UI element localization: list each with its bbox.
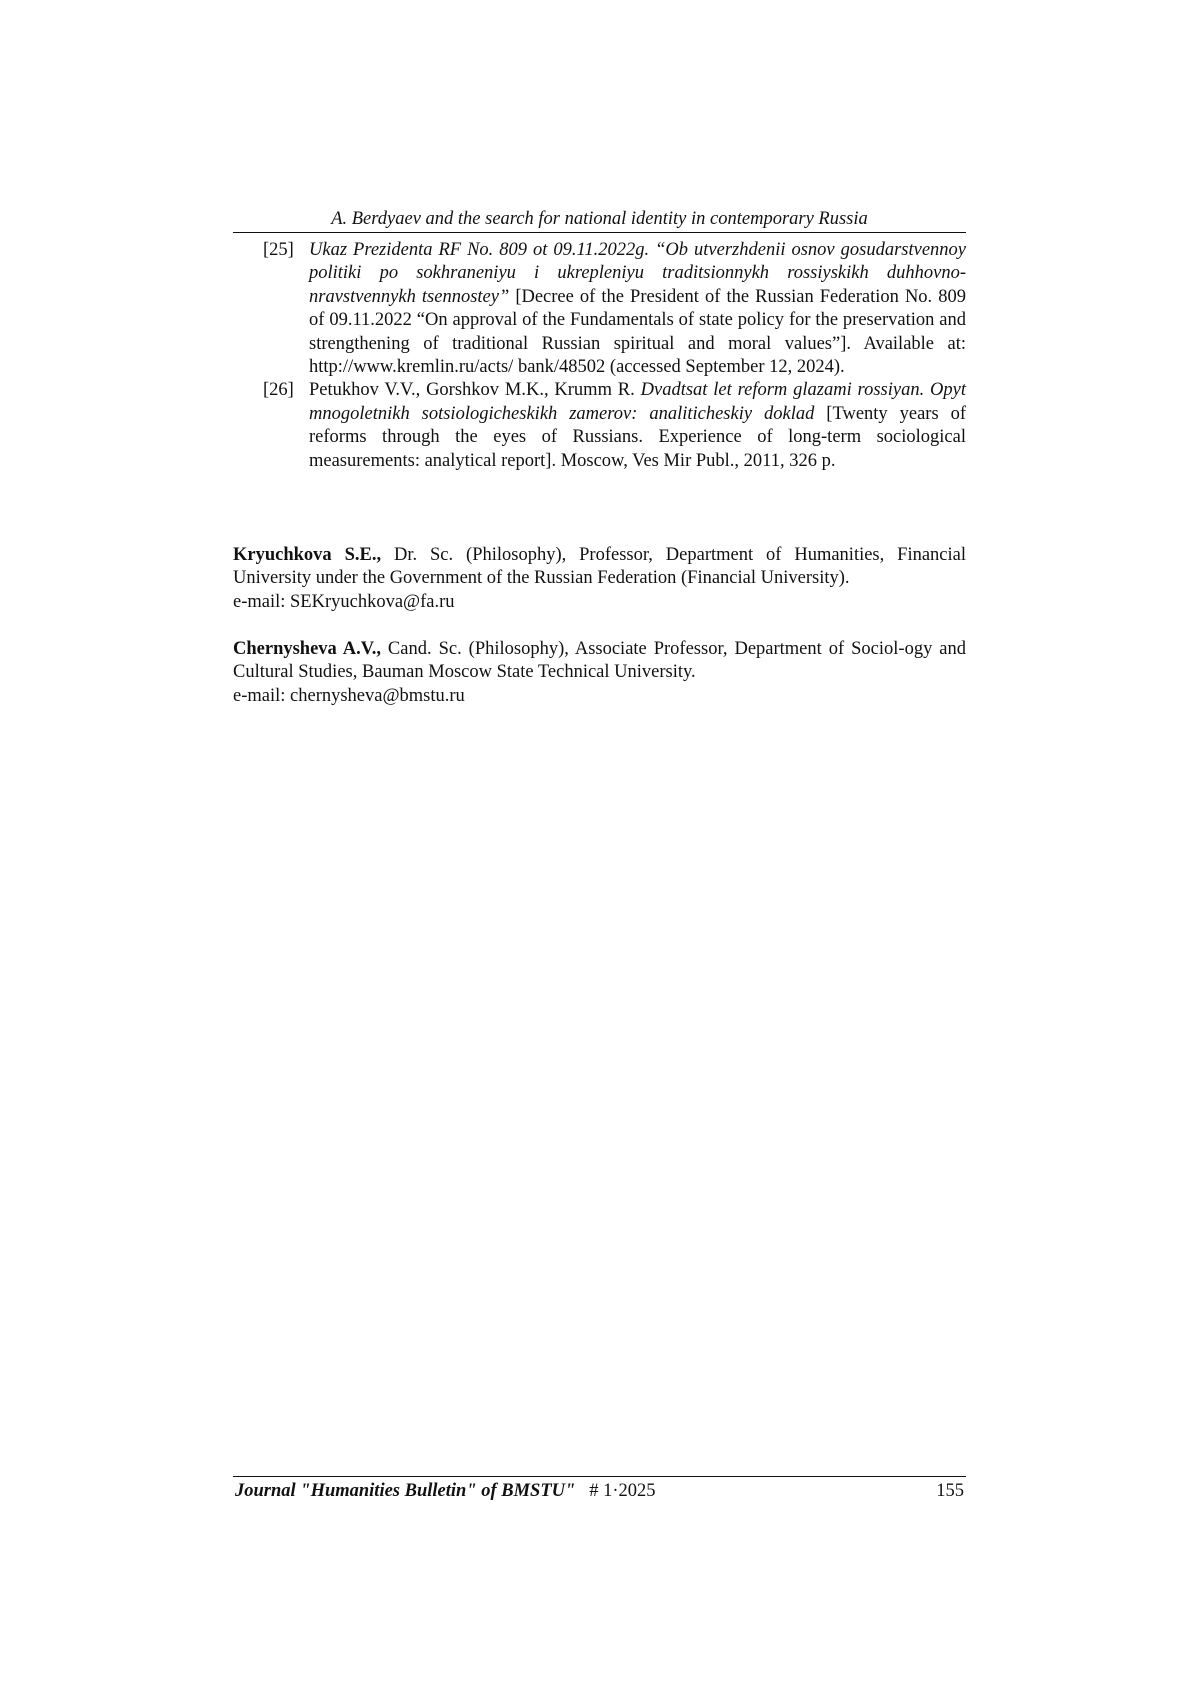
author-affiliation: Dr. Sc. (Philosophy), Professor, Department of Humanities, Financial University under the Government of the Russian Federation (Financial University). — [233, 545, 966, 589]
reference-list — [233, 239, 966, 473]
author-email: e-mail: chernysheva@bmstu.ru — [233, 685, 465, 706]
header-rule — [233, 232, 966, 233]
page-footer — [235, 1479, 964, 1503]
reference-title: Ukaz Prezidenta RF No. 809 ot 09.11.2022g. “Ob utverzhdenii osnov gosudarstvennoy politiki po sokhraneniyu i ukrepleniyu traditsionnykh rossiyskikh duhhovno-nravstvennykh tsennostey” — [309, 240, 966, 307]
reference-item — [233, 239, 966, 379]
reference-authors: Petukhov V.V., Gorshkov M.K., Krumm R. — [309, 380, 641, 401]
reference-number: [25] — [263, 240, 294, 260]
reference-number: [26] — [263, 380, 294, 401]
reference-item — [233, 379, 966, 473]
author-name: Kryuchkova S.E., — [233, 545, 382, 565]
author-name: Chernysheva A.V., — [233, 639, 381, 659]
reference-details: [Twenty years of reforms through the eyes of Russians. Experience of long-term sociological measurements: analytical report]. Moscow, Ves Mir Publ., 2011, 326 p. — [309, 403, 966, 471]
reference-details: [Decree of the President of the Russian Federation No. 809 of 09.11.2022 “On approval of the Fundamentals of state policy for the preservation and strengthening of traditional Russian spiritual and moral values”]. Available at: http://www.kremlin.ru/acts/ bank/48502 (accessed September 12, 2024). — [309, 286, 966, 378]
issue-number: # 1·2025 — [589, 1481, 656, 1501]
author-affiliation-line — [233, 544, 966, 591]
author-email: e-mail: SEKryuchkova@fa.ru — [233, 591, 455, 612]
footer-rule — [233, 1476, 966, 1477]
reference-title: Dvadtsat let reform glazami rossiyan. Opyt mnogoletnikh sotsiologicheskikh zamerov: analiticheskiy doklad — [309, 380, 966, 424]
journal-title: Journal "Humanities Bulletin" of BMSTU" — [235, 1481, 576, 1501]
running-title: A. Berdyaev and the search for national identity in contemporary Russia — [331, 209, 868, 229]
page-number: 155 — [936, 1481, 964, 1501]
author-affiliation-line — [233, 638, 966, 685]
author-info — [233, 544, 966, 614]
author-affiliation: Cand. Sc. (Philosophy), Associate Professor, Department of Sociol-ogy and Cultural Studies, Bauman Moscow State Technical University. — [233, 639, 966, 683]
author-info — [233, 638, 966, 708]
